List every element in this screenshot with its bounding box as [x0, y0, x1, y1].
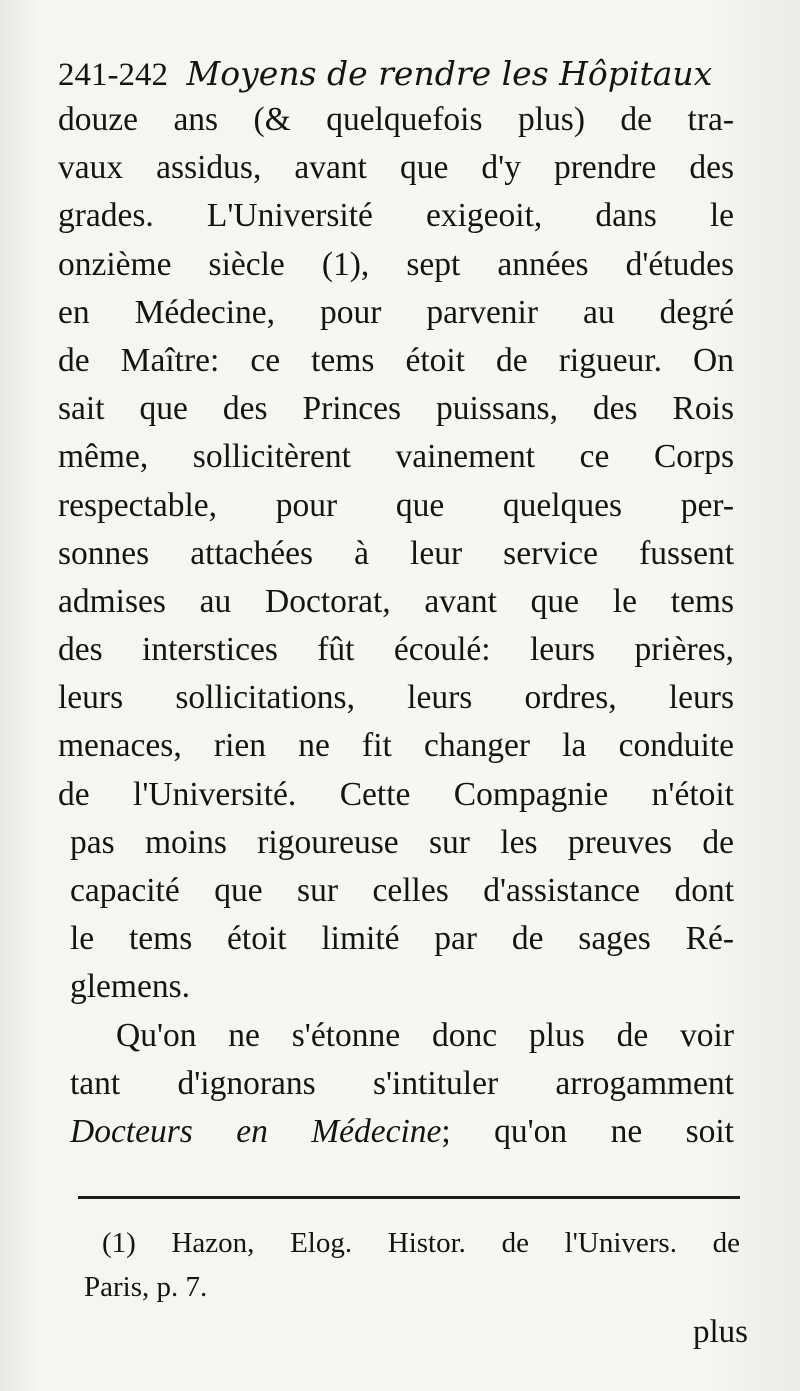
text-line: grades. L'Université exigeoit, dans le — [58, 197, 734, 235]
text-line: en Médecine, pour parvenir au degré — [58, 293, 734, 331]
text-fragment: ; qu'on ne soit — [441, 1112, 734, 1150]
text-line: douze ans (& quelquefois plus) de tra- — [58, 101, 734, 138]
paragraph-first-line: Qu'on ne s'étonne donc plus de voir — [116, 1016, 734, 1054]
text-line: glemens. — [70, 968, 191, 1006]
text-line — [58, 1108, 734, 1156]
text-line: de l'Université. Cette Compagnie n'étoit — [58, 775, 734, 813]
running-title: Moyens de rendre les Hôpitaux — [186, 54, 713, 93]
footnote-line: (1) Hazon, Elog. Histor. de l'Univers. de — [102, 1227, 740, 1259]
text-line: admises au Doctorat, avant que le tems — [58, 582, 734, 620]
text-line: même, sollicitèrent vainement ce Corps — [58, 438, 734, 476]
footnote-divider — [78, 1196, 740, 1199]
text-line: leurs sollicitations, leurs ordres, leurs — [58, 679, 734, 717]
text-line: pas moins rigoureuse sur les preuves de — [70, 823, 734, 861]
text-line: tant d'ignorans s'intituler arrogamment — [70, 1064, 734, 1102]
text-line: le tems étoit limité par de sages Ré- — [70, 920, 734, 958]
text-line: de Maître: ce tems étoit de rigueur. On — [58, 341, 734, 379]
text-line: sait que des Princes puissans, des Rois — [58, 390, 734, 428]
italic-phrase: Docteurs en Médecine — [70, 1112, 442, 1150]
text-line: capacité que sur celles d'assistance dont — [70, 872, 734, 909]
footnote — [84, 1221, 740, 1309]
footnote-line: Paris, p. 7. — [84, 1271, 208, 1303]
main-text — [58, 96, 734, 1156]
page-header — [58, 48, 738, 100]
text-line: vaux assidus, avant que d'y prendre des — [58, 149, 734, 187]
page-number: 241-242 — [58, 57, 168, 93]
text-line: onzième siècle (1), sept années d'études — [58, 245, 734, 283]
text-line: sonnes attachées à leur service fussent — [58, 534, 734, 572]
text-line: des interstices fût écoulé: leurs prières, — [58, 631, 734, 669]
catchword: plus — [692, 1314, 748, 1350]
text-line: menaces, rien ne fit changer la conduite — [58, 727, 734, 765]
text-line: respectable, pour que quelques per- — [58, 486, 734, 524]
